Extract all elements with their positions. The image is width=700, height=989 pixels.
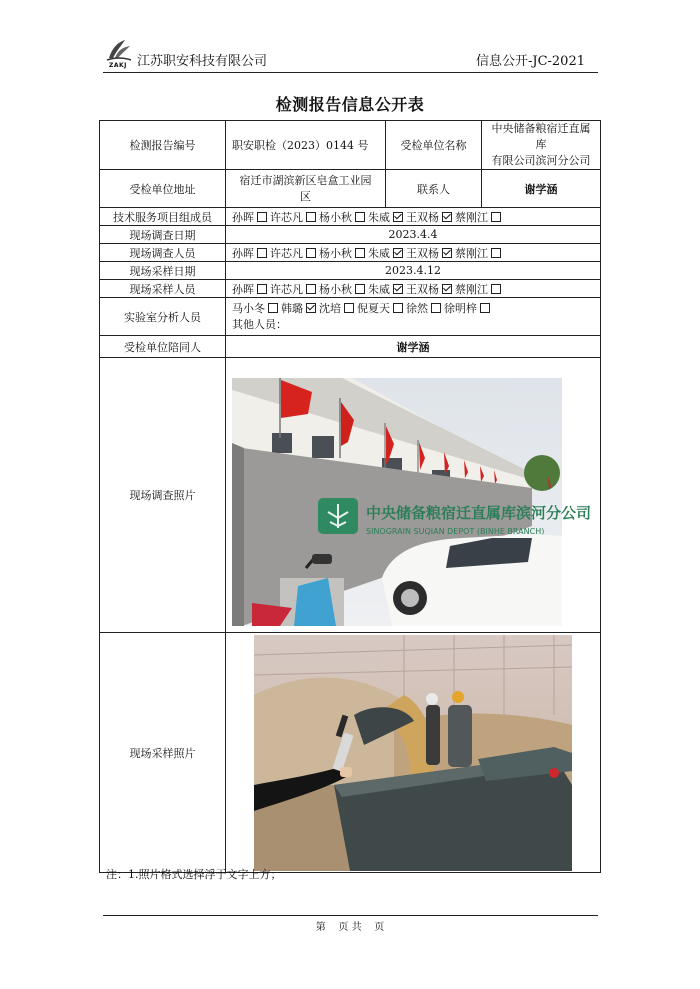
unit-name-line2: 有限公司滨河分公司	[491, 154, 591, 167]
table-row	[100, 280, 601, 298]
unchecked-checkbox-icon[interactable]	[268, 303, 278, 313]
survey-date-value: 2023.4.4	[226, 226, 601, 244]
person-name: 孙晖	[232, 246, 254, 260]
report-info-table	[99, 120, 601, 873]
table-row	[100, 244, 601, 262]
unchecked-checkbox-icon[interactable]	[257, 212, 267, 222]
address-label: 受检单位地址	[100, 170, 226, 208]
site-sampling-photo	[254, 635, 572, 871]
unchecked-checkbox-icon[interactable]	[355, 212, 365, 222]
report-no-value: 职安职检（2023）0144 号	[226, 121, 386, 170]
person-name: 徐明梓	[444, 301, 477, 315]
team-label: 技术服务项目组成员	[100, 208, 226, 226]
person-name: 韩璐	[281, 301, 303, 315]
sampling-photo-label: 现场采样照片	[100, 633, 226, 873]
team-members	[226, 208, 601, 226]
person-name: 蔡刚江	[455, 210, 488, 224]
person-name: 蔡刚江	[455, 246, 488, 260]
contact-value: 谢学涵	[482, 170, 601, 208]
checked-checkbox-icon[interactable]	[442, 284, 452, 294]
unit-name-label: 受检单位名称	[386, 121, 482, 170]
lab-others: 其他人员：	[232, 317, 287, 331]
table-row	[100, 336, 601, 358]
surveyors-label: 现场调查人员	[100, 244, 226, 262]
site-survey-photo	[232, 378, 592, 626]
lab-label: 实验室分析人员	[100, 298, 226, 336]
unchecked-checkbox-icon[interactable]	[491, 248, 501, 258]
table-row	[100, 298, 601, 336]
person-name: 王双杨	[406, 246, 439, 260]
sampling-photo-cell	[226, 633, 601, 873]
person-name: 许芯凡	[270, 210, 303, 224]
page-footer: 第 页 共 页	[315, 922, 385, 933]
table-row	[100, 170, 601, 208]
person-name: 孙晖	[232, 210, 254, 224]
page-header	[103, 36, 598, 73]
sign-en-text: SINOGRAIN SUQIAN DEPOT (BINHE BRANCH)	[366, 527, 545, 536]
footer-divider	[103, 915, 598, 916]
person-name: 王双杨	[406, 282, 439, 296]
checked-checkbox-icon[interactable]	[442, 212, 452, 222]
person-name: 朱威	[368, 282, 390, 296]
checked-checkbox-icon[interactable]	[442, 248, 452, 258]
table-row	[100, 633, 601, 873]
checked-checkbox-icon[interactable]	[393, 248, 403, 258]
report-no-label: 检测报告编号	[100, 121, 226, 170]
person-name: 孙晖	[232, 282, 254, 296]
survey-photo-label: 现场调查照片	[100, 358, 226, 633]
unchecked-checkbox-icon[interactable]	[257, 248, 267, 258]
document-code: 信息公开-JC-2021	[475, 54, 585, 69]
samplers	[226, 280, 601, 298]
unit-name-value	[482, 121, 601, 170]
unchecked-checkbox-icon[interactable]	[491, 212, 501, 222]
person-name: 许芯凡	[270, 246, 303, 260]
person-name: 马小冬	[232, 301, 265, 315]
logo-text: ZAKJ	[109, 62, 127, 69]
table-row	[100, 262, 601, 280]
checked-checkbox-icon[interactable]	[306, 303, 316, 313]
unchecked-checkbox-icon[interactable]	[306, 212, 316, 222]
survey-date-label: 现场调查日期	[100, 226, 226, 244]
unchecked-checkbox-icon[interactable]	[355, 248, 365, 258]
sign-cn-text: 中央储备粮宿迁直属库滨河分公司	[366, 504, 592, 522]
sampling-date-value: 2023.4.12	[226, 262, 601, 280]
sampling-date-label: 现场采样日期	[100, 262, 226, 280]
escort-value: 谢学涵	[226, 336, 601, 358]
unchecked-checkbox-icon[interactable]	[431, 303, 441, 313]
person-name: 徐然	[406, 301, 428, 315]
unchecked-checkbox-icon[interactable]	[480, 303, 490, 313]
person-name: 倪夏天	[357, 301, 390, 315]
person-name: 杨小秋	[319, 282, 352, 296]
person-name: 朱威	[368, 246, 390, 260]
table-row	[100, 208, 601, 226]
unchecked-checkbox-icon[interactable]	[306, 248, 316, 258]
person-name: 杨小秋	[319, 210, 352, 224]
unchecked-checkbox-icon[interactable]	[491, 284, 501, 294]
company-name: 江苏职安科技有限公司	[137, 54, 268, 69]
person-name: 朱威	[368, 210, 390, 224]
table-row	[100, 358, 601, 633]
page-note: 注：1.照片格式选择浮于文字上方；	[106, 868, 282, 881]
escort-label: 受检单位陪同人	[100, 336, 226, 358]
table-row	[100, 226, 601, 244]
address-line1: 宿迁市湖滨新区皂盒工业园	[239, 173, 372, 187]
table-row	[100, 121, 601, 170]
address-line2: 区	[300, 189, 311, 203]
person-name: 蔡刚江	[455, 282, 488, 296]
unchecked-checkbox-icon[interactable]	[344, 303, 354, 313]
lab-members-cell	[226, 298, 601, 336]
lab-members	[232, 301, 594, 317]
surveyors	[226, 244, 601, 262]
person-name: 王双杨	[406, 210, 439, 224]
person-name: 许芯凡	[270, 282, 303, 296]
checked-checkbox-icon[interactable]	[393, 212, 403, 222]
person-name: 沈培	[319, 301, 341, 315]
unchecked-checkbox-icon[interactable]	[306, 284, 316, 294]
unchecked-checkbox-icon[interactable]	[393, 303, 403, 313]
page-title: 检测报告信息公开表	[275, 95, 425, 114]
checked-checkbox-icon[interactable]	[393, 284, 403, 294]
samplers-label: 现场采样人员	[100, 280, 226, 298]
unit-name-line1: 中央储备粮宿迁直属库	[491, 122, 591, 151]
survey-photo-cell	[226, 358, 601, 633]
unchecked-checkbox-icon[interactable]	[355, 284, 365, 294]
unchecked-checkbox-icon[interactable]	[257, 284, 267, 294]
person-name: 杨小秋	[319, 246, 352, 260]
contact-label: 联系人	[386, 170, 482, 208]
address-value	[226, 170, 386, 208]
